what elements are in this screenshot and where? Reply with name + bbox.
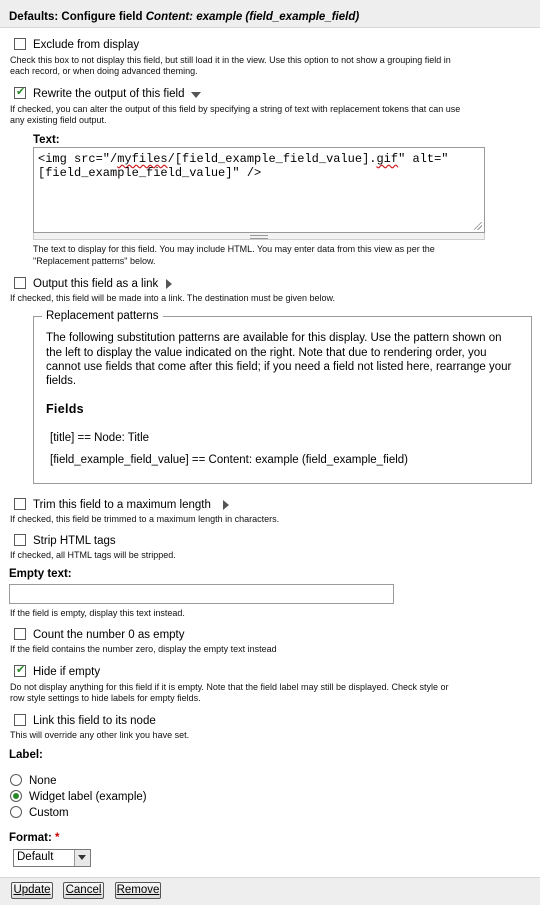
resize-grip-icon[interactable] <box>474 222 482 230</box>
format-label-text: Format: <box>9 832 52 844</box>
count-zero-desc: If the field contains the number zero, display the empty text instead <box>10 644 277 654</box>
pattern-item: [field_example_field_value] == Content: example (field_example_field) <box>50 454 408 466</box>
chevron-down-icon[interactable] <box>191 92 201 98</box>
hide-empty-desc-1: Do not display anything for this field if it is empty. Note that the field label may still be displayed. Check style or <box>10 682 449 692</box>
text-desc-2: "Replacement patterns" below. <box>33 256 156 266</box>
format-selected-value: Default <box>17 851 54 863</box>
chevron-down-icon <box>78 855 86 860</box>
hide-empty-desc-2: row style settings to hide labels for empty fields. <box>10 693 201 703</box>
replacement-intro-1: The following substitution patterns are available for this display. Use the pattern shown on <box>46 332 502 344</box>
exclude-checkbox[interactable] <box>14 38 26 50</box>
rewrite-desc-1: If checked, you can alter the output of this field by specifying a string of text with replacement tokens that can use <box>10 104 461 114</box>
exclude-label: Exclude from display <box>33 39 140 51</box>
rewrite-checkbox[interactable] <box>14 87 26 99</box>
rewrite-desc-2: any existing field output. <box>10 115 107 125</box>
replacement-intro-3: cannot use fields that come after this field; if you need a field not listed here, rearrange your <box>46 361 512 373</box>
format-label <box>9 832 60 844</box>
link-node-desc: This will override any other link you have set. <box>10 730 190 740</box>
label-widget-text: Widget label (example) <box>29 791 147 803</box>
link-desc: If checked, this field will be made into a link. The destination must be given below. <box>10 293 336 303</box>
label-custom-text: Custom <box>29 807 69 819</box>
trim-checkbox[interactable] <box>14 498 26 510</box>
text-label: Text: <box>33 134 60 146</box>
trim-desc: If checked, this field be trimmed to a maximum length in characters. <box>10 514 280 524</box>
link-checkbox[interactable] <box>14 277 26 289</box>
exclude-desc-2: each record, or when doing advanced theming. <box>10 66 198 76</box>
required-marker: * <box>55 832 60 844</box>
replacement-intro-2: the left to display the value indicated on the right. Note that due to rendering order, you <box>46 347 487 359</box>
text-part-3: " alt=" [field_example_field_value]" /> <box>38 152 449 180</box>
empty-text-label: Empty text: <box>9 568 72 580</box>
trim-label: Trim this field to a maximum length <box>33 499 211 511</box>
rewrite-label: Rewrite the output of this field <box>33 88 185 100</box>
format-select[interactable] <box>13 849 91 867</box>
label-widget-radio[interactable] <box>10 790 22 802</box>
text-part-2: /[field_example_field_value]. <box>167 152 377 166</box>
textarea-resize-handle[interactable] <box>33 233 485 240</box>
update-button[interactable]: Update <box>11 882 53 899</box>
select-dropdown-button[interactable] <box>74 850 90 866</box>
empty-text-input[interactable] <box>9 584 394 604</box>
label-none-text: None <box>29 775 57 787</box>
strip-desc: If checked, all HTML tags will be stripped. <box>10 550 176 560</box>
text-spell-1: myfiles <box>117 152 168 166</box>
exclude-desc-1: Check this box to not display this field, but still load it in the view. Use this option to not show a grouping field in <box>10 55 451 65</box>
chevron-right-icon[interactable] <box>223 500 229 510</box>
fields-heading: Fields <box>46 402 84 416</box>
text-part-1: <img src="/ <box>38 152 118 166</box>
count-zero-label: Count the number 0 as empty <box>33 629 185 641</box>
link-label: Output this field as a link <box>33 278 159 290</box>
hide-empty-label: Hide if empty <box>33 666 101 678</box>
link-node-label: Link this field to its node <box>33 715 156 727</box>
remove-button[interactable]: Remove <box>115 882 161 899</box>
text-spell-2: gif <box>376 152 399 166</box>
pattern-item: [title] == Node: Title <box>50 432 150 444</box>
cancel-button[interactable]: Cancel <box>63 882 104 899</box>
strip-checkbox[interactable] <box>14 534 26 546</box>
label-choice-label: Label: <box>9 749 43 761</box>
hide-empty-checkbox[interactable] <box>14 665 26 677</box>
count-zero-checkbox[interactable] <box>14 628 26 640</box>
replacement-patterns-legend: Replacement patterns <box>42 310 163 322</box>
empty-text-desc: If the field is empty, display this text instead. <box>10 608 185 618</box>
label-none-radio[interactable] <box>10 774 22 786</box>
strip-label: Strip HTML tags <box>33 535 116 547</box>
page-title <box>9 11 359 23</box>
chevron-right-icon[interactable] <box>166 279 172 289</box>
link-node-checkbox[interactable] <box>14 714 26 726</box>
rewrite-text-textarea[interactable] <box>33 147 485 233</box>
replacement-intro-4: fields. <box>46 375 77 387</box>
label-custom-radio[interactable] <box>10 806 22 818</box>
title-prefix: Defaults: Configure field <box>9 11 143 23</box>
title-field-name: Content: example (field_example_field) <box>145 11 360 23</box>
text-desc-1: The text to display for this field. You may include HTML. You may enter data from this view as per the <box>33 244 435 254</box>
